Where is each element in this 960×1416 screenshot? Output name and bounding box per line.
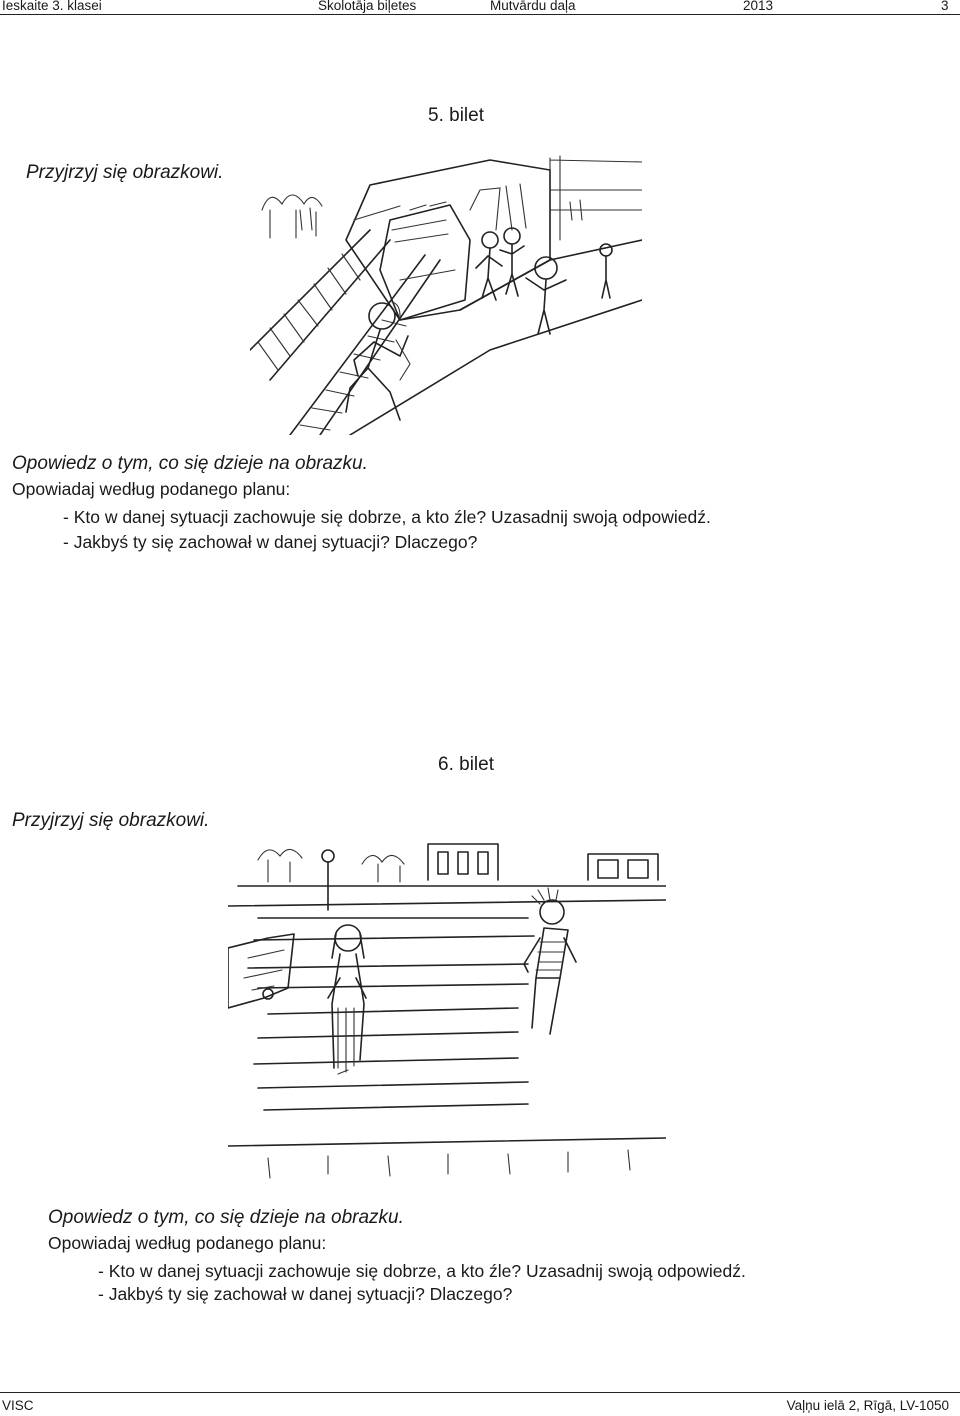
ticket-5-instruction: Przyjrzyj się obrazkowi. <box>26 162 224 183</box>
footer-address: Vaļņu ielā 2, Rīgā, LV-1050 <box>786 1398 949 1413</box>
ticket-6-question-2: - Jakbyś ty się zachował w danej sytuacji? Dlaczego? <box>98 1284 513 1304</box>
ticket-6-task-title: Opowiedz o tym, co się dzieje na obrazku. <box>48 1207 404 1228</box>
ticket-6-question-1: - Kto w danej sytuacji zachowuje się dobrze, a kto źle? Uzasadnij swoją odpowiedź. <box>98 1261 746 1281</box>
header-doc-type: Skolotāja biļetes <box>318 0 417 13</box>
ticket-5-plan-intro: Opowiadaj według podanego planu: <box>12 479 291 499</box>
page-header <box>0 0 960 15</box>
header-page-number: 3 <box>941 0 949 13</box>
ticket-6-illustration <box>228 838 666 1183</box>
header-year: 2013 <box>743 0 774 13</box>
footer-organization: VISC <box>2 1398 34 1413</box>
ticket-5-illustration <box>250 150 642 435</box>
header-grade: Ieskaite 3. klasei <box>2 0 102 13</box>
ticket-5-question-1: - Kto w danej sytuacji zachowuje się dobrze, a kto źle? Uzasadnij swoją odpowiedź. <box>63 507 711 527</box>
ticket-6-title: 6. bilet <box>438 754 494 775</box>
ticket-5-title: 5. bilet <box>428 105 484 126</box>
header-part: Mutvārdu daļa <box>490 0 576 13</box>
ticket-6-plan-intro: Opowiadaj według podanego planu: <box>48 1233 327 1253</box>
page-footer <box>0 1392 960 1416</box>
ticket-5-question-2: - Jakbyś ty się zachował w danej sytuacji? Dlaczego? <box>63 532 478 552</box>
ticket-5-task-title: Opowiedz o tym, co się dzieje na obrazku. <box>12 453 368 474</box>
ticket-6-instruction: Przyjrzyj się obrazkowi. <box>12 810 210 831</box>
